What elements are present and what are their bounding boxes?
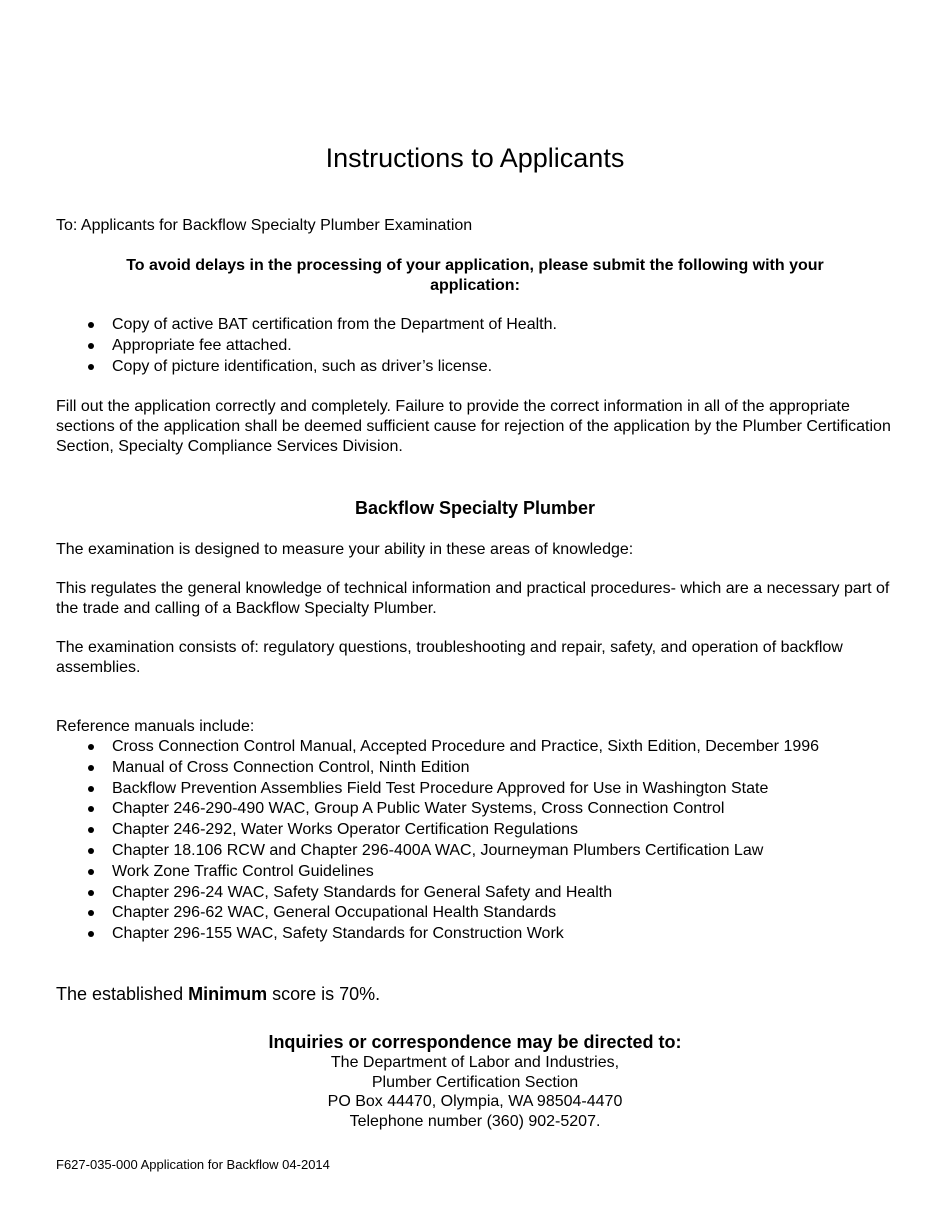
- contact-block: [0, 1031, 950, 1131]
- list-item: Cross Connection Control Manual, Accepted Procedure and Practice, Sixth Edition, December 1996: [56, 737, 936, 758]
- exam-intro: The examination is designed to measure your ability in these areas of knowledge:: [56, 541, 634, 558]
- list-item: Copy of picture identification, such as driver’s license.: [56, 357, 906, 378]
- form-footer: F627-035-000 Application for Backflow 04-2014: [56, 1157, 330, 1172]
- contact-line: PO Box 44470, Olympia, WA 98504-4470: [327, 1093, 623, 1111]
- requirements-list: [56, 315, 906, 377]
- list-item: Appropriate fee attached.: [56, 336, 906, 357]
- submission-notice: To avoid delays in the processing of your application, please submit the following with your application:: [126, 257, 824, 294]
- exam-consists-paragraph: The examination consists of: regulatory questions, troubleshooting and repair, safety, and operation of backflow assemblies.: [56, 639, 843, 676]
- list-item: Manual of Cross Connection Control, Ninth Edition: [56, 758, 936, 779]
- list-item: Chapter 296-155 WAC, Safety Standards for Construction Work: [56, 924, 936, 945]
- list-item: Work Zone Traffic Control Guidelines: [56, 862, 936, 883]
- list-item: Chapter 246-290-490 WAC, Group A Public Water Systems, Cross Connection Control: [56, 799, 936, 820]
- list-item: Chapter 296-62 WAC, General Occupational Health Standards: [56, 903, 936, 924]
- min-score-prefix: The established: [56, 984, 189, 1004]
- min-score-suffix: score is 70%.: [267, 984, 381, 1004]
- reference-list: [56, 737, 936, 945]
- contact-line: Telephone number (360) 902-5207.: [349, 1112, 601, 1130]
- minimum-score-statement: [56, 983, 380, 1005]
- list-item: Chapter 246-292, Water Works Operator Certification Regulations: [56, 820, 936, 841]
- list-item: Copy of active BAT certification from the Department of Health.: [56, 315, 906, 336]
- fill-out-paragraph: Fill out the application correctly and completely. Failure to provide the correct information in all of the appropriate sections of the application shall be deemed sufficient cause for rejection of the application by the Plumber Certification Section, Specialty Compliance Services Division.: [56, 398, 891, 455]
- contact-heading: Inquiries or correspondence may be directed to:: [268, 1032, 682, 1052]
- contact-line: Plumber Certification Section: [371, 1073, 579, 1091]
- addressee-line: To: Applicants for Backflow Specialty Plumber Examination: [56, 217, 473, 234]
- reference-heading: Reference manuals include:: [56, 718, 255, 735]
- exam-regulates-paragraph: This regulates the general knowledge of technical information and practical procedures- which are a necessary part of the trade and calling of a Backflow Specialty Plumber.: [56, 580, 890, 617]
- page-title: Instructions to Applicants: [325, 143, 625, 173]
- contact-line: The Department of Labor and Industries,: [330, 1054, 620, 1071]
- list-item: Chapter 18.106 RCW and Chapter 296-400A WAC, Journeyman Plumbers Certification Law: [56, 841, 936, 862]
- section-heading: Backflow Specialty Plumber: [354, 498, 596, 518]
- min-score-emphasis: Minimum: [188, 984, 268, 1004]
- list-item: Chapter 296-24 WAC, Safety Standards for General Safety and Health: [56, 883, 936, 904]
- list-item: Backflow Prevention Assemblies Field Test Procedure Approved for Use in Washington State: [56, 779, 936, 800]
